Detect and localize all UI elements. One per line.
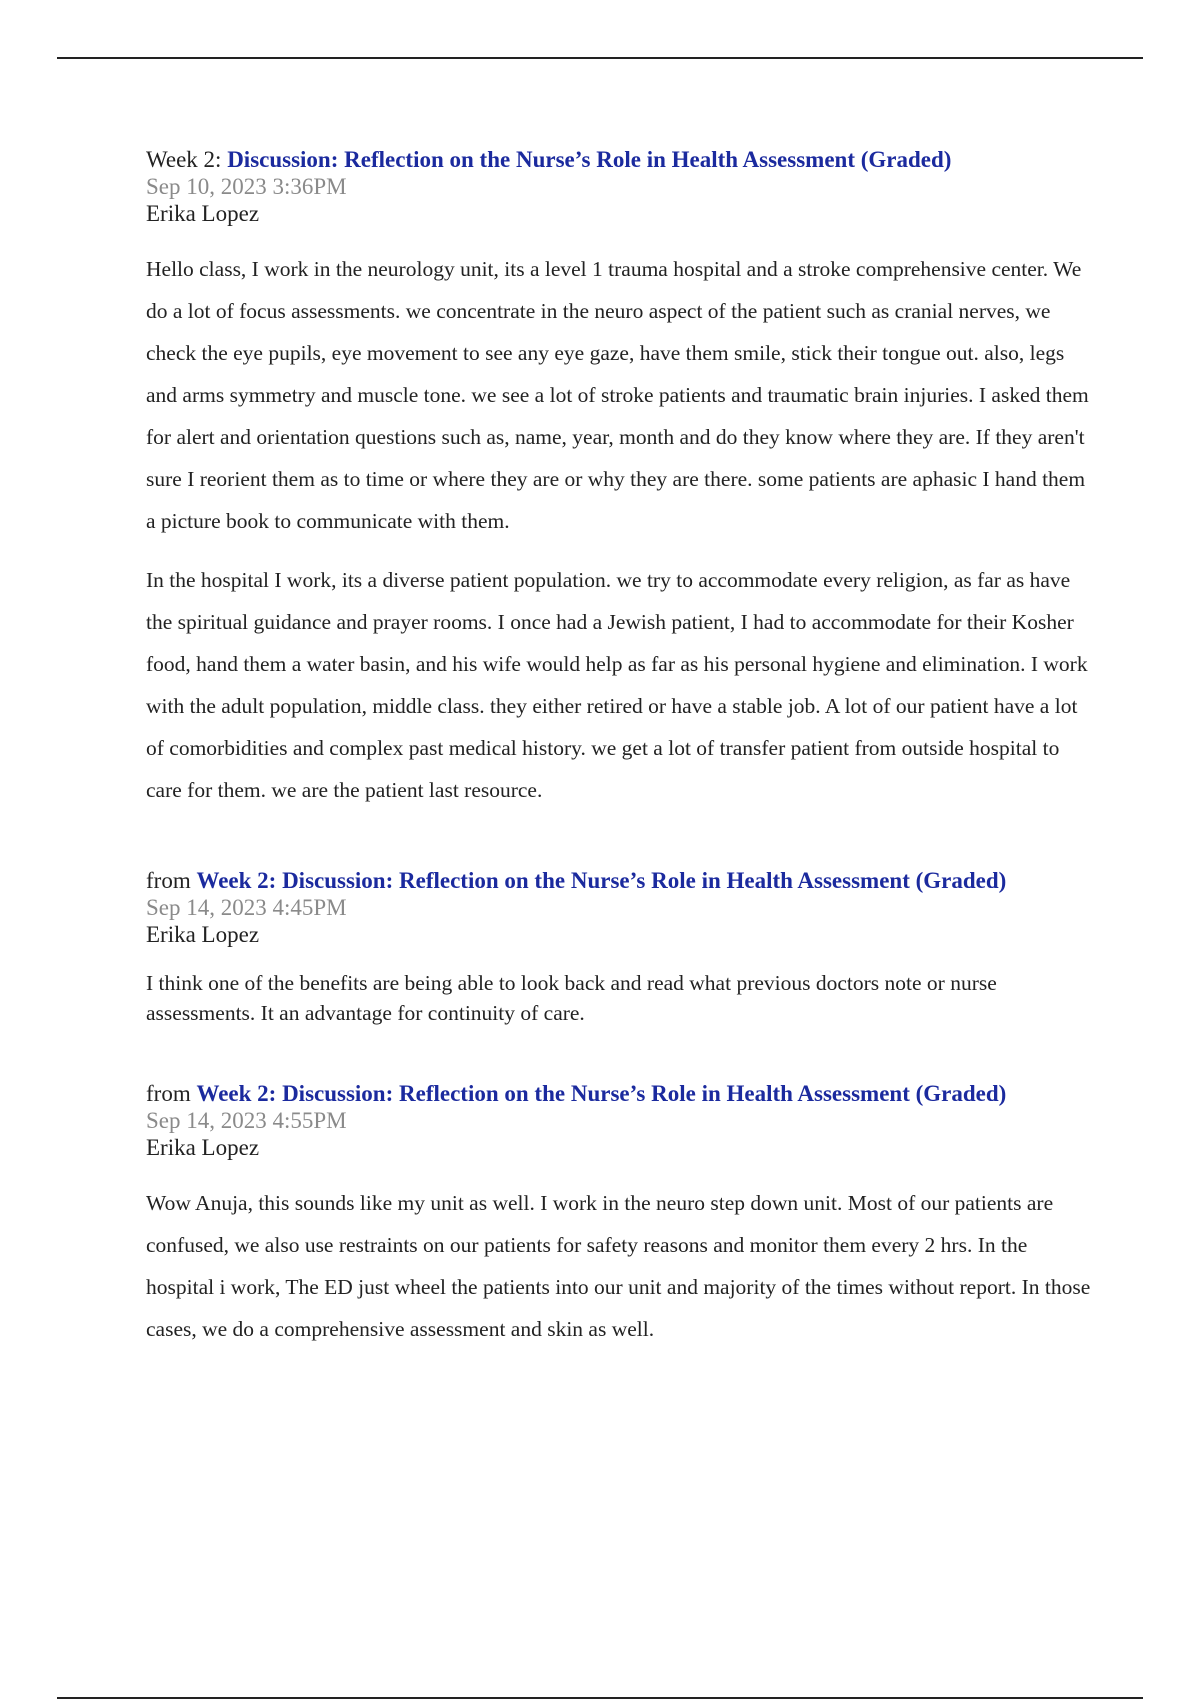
post-author: Erika Lopez <box>146 922 260 947</box>
discussion-thread <box>146 146 1096 1350</box>
post-timestamp: Sep 14, 2023 4:45PM <box>146 895 347 920</box>
discussion-reply <box>146 1080 1096 1350</box>
discussion-title-link[interactable]: Discussion: Reflection on the Nurse’s Role in Health Assessment (Graded) <box>227 147 952 172</box>
discussion-post <box>146 146 1096 811</box>
post-body <box>146 1182 1096 1350</box>
post-header-prefix: from <box>146 1081 197 1106</box>
post-paragraph: Wow Anuja, this sounds like my unit as well. I work in the neuro step down unit. Most of our patients are confused, we also use restraints on our patients for safety reasons and monitor them every 2 hrs. In the hospital i work, The ED just wheel the patients into our unit and majority of the times without report. In those cases, we do a comprehensive assessment and skin as well. <box>146 1191 1091 1341</box>
post-header-prefix: from <box>146 868 197 893</box>
post-body <box>146 248 1096 811</box>
post-header-prefix: Week 2: <box>146 147 228 172</box>
discussion-title-link[interactable]: Week 2: Discussion: Reflection on the Nurse’s Role in Health Assessment (Graded) <box>196 868 1007 893</box>
post-paragraph: In the hospital I work, its a diverse patient population. we try to accommodate every religion, as far as have the spiritual guidance and prayer rooms. I once had a Jewish patient, I had to accommodate for their Kosher food, hand them a water basin, and his wife would help as far as his personal hygiene and elimination. I work with the adult population, middle class. they either retired or have a stable job. A lot of our patient have a lot of comorbidities and complex past medical history. we get a lot of transfer patient from outside hospital to care for them. we are the patient last resource. <box>146 568 1088 802</box>
post-paragraph: I think one of the benefits are being able to look back and read what previous doctors note or nurse assessments. It an advantage for continuity of care. <box>146 971 997 1025</box>
post-body <box>146 968 1096 1028</box>
top-divider <box>57 57 1143 59</box>
bottom-divider <box>57 1697 1143 1699</box>
post-header <box>146 146 1096 173</box>
discussion-reply <box>146 867 1096 1028</box>
post-timestamp: Sep 10, 2023 3:36PM <box>146 174 347 199</box>
discussion-title-link[interactable]: Week 2: Discussion: Reflection on the Nurse’s Role in Health Assessment (Graded) <box>196 1081 1007 1106</box>
post-author: Erika Lopez <box>146 201 260 226</box>
post-paragraph: Hello class, I work in the neurology unit, its a level 1 trauma hospital and a stroke comprehensive center. We do a lot of focus assessments. we concentrate in the neuro aspect of the patient such as cranial nerves, we check the eye pupils, eye movement to see any eye gaze, have them smile, stick their tongue out. also, legs and arms symmetry and muscle tone. we see a lot of stroke patients and traumatic brain injuries. I asked them for alert and orientation questions such as, name, year, month and do they know where they are. If they aren't sure I reorient them as to time or where they are or why they are there. some patients are aphasic I hand them a picture book to communicate with them. <box>146 257 1089 533</box>
post-timestamp: Sep 14, 2023 4:55PM <box>146 1108 347 1133</box>
post-header <box>146 867 1096 894</box>
post-header <box>146 1080 1096 1107</box>
post-author: Erika Lopez <box>146 1135 260 1160</box>
